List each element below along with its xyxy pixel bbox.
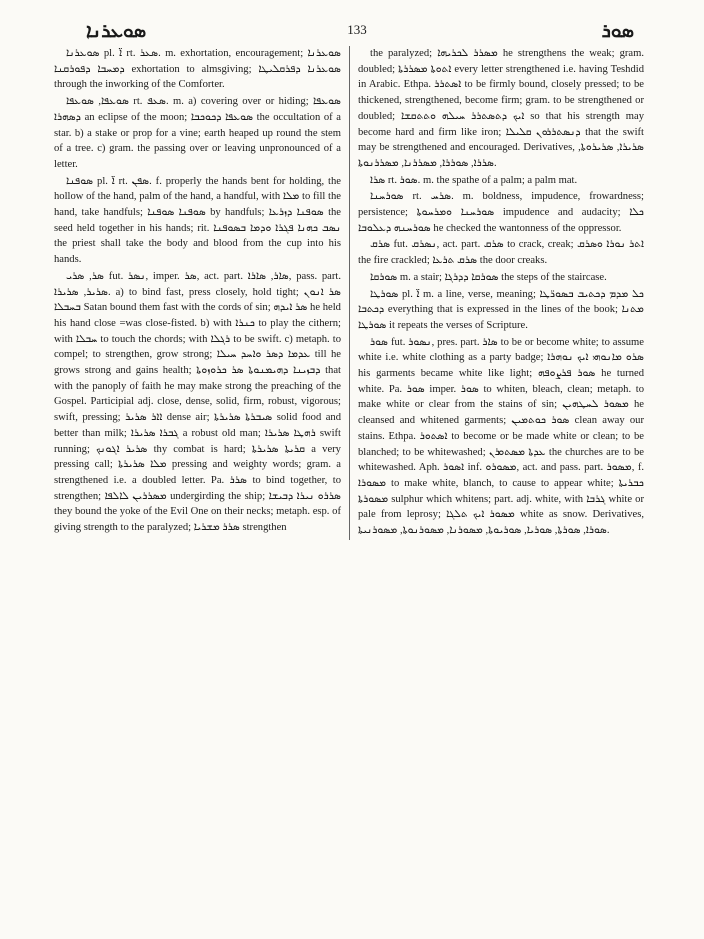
dictionary-entry: ܣܘܪ fut. ܢܣܘܪ, pres. part. ܣܐܪ to be or become white; to assume white i.e. white clothing as a party badge; ܣܪܘ ܡܐܢܘܗܝ ܐܝܟ ܢܘܗܪܐ his garments became white like light; ܣܘܪ ܦܪܨܘܦܗ he turned white. Pa. ܣܘܪ imper. ܣܘܪ to whiten, bleach, clean; metaph. to make white or clear from the stains of sin; ܡܣܘܪ ܠܚܛܗܝܢ he cleansed and whitened garments; ܣܘܪ ܟܘܬܡܝܢ clean away our stains. Ethpa. ܐܣܬܘܪ to become or be made white or clean; to be blanched; to be whitewashed; ܥܕܬܐ ܡܣܬܘܪܢ the churches are to be whitewashed. Aph. ܐܣܘܪ inf. ܡܣܘܪܘ, act. and pass. part. ܡܣܘܪ, f. ܡܣܘܪܐ to make white, blanch, to cause to appear white; ܟܒܪܝܬܐ ܡܣܘܪܬܐ sulphur which whitens; part. adj. white, with ܓܪܒܐ white or pale from leprosy; ܡܣܘܪ ܐܝܟ ܬܠܓܐ white as snow. Derivatives, ܣܘܪܐ, ܣܘܪܬܐ, ܣܘܪܝܐ, ܣܘܪܝܘܬܐ, ܡܣܘܪܢܐ, ܡܣܘܪܢܘܬܐ, ܡܣܘܪܢܝܬܐ. (358, 336, 645, 537)
dictionary-entry: ܣܘܥܪܢܐ pl. ܐ̈ rt. ܣܥܪ. m. exhortation, encouragement; ܣܘܥܪܢܐ ܕܡܚܒܐ ܕܦܘܪܩܢܐ exhortation to almsgiving; ܣܘܥܪܢܐ ܕܦܪܩܠܝܛܐ through the inworking of the Comforter. (54, 48, 341, 91)
dictionary-entry: ܣܘܪܚܢܐ rt. ܣܪܚ. m. boldness, impudence, frowardness; persistence; ܣܘܪܚܢܐ ܘܡܪܚܘܬܐ impudence and audacity; ܟܠܐ ܣܘܪܚܢܗ ܕܥܠܘܒܐ he checked the wantonness of the oppressor. (358, 191, 644, 234)
right-column (349, 46, 644, 540)
left-running-headword: ܣܘܥܪܢܐ (86, 20, 147, 42)
dictionary-entry: ܣܘܥܦܐ, ܣܘܥܦܐ rt. ܣܥܦ. m. a) covering over or hiding; ܣܘܥܦܐ ܕܣܗܪܐ an eclipse of the moon; ܣܘܥܦܐ ܕܟܘܟܒܐ the occultation of a star. b) a stake or prop for a vine; earth heaped up round the stem of a tree. c) gram. the passing over or leaving unpronounced of a letter. (54, 96, 341, 170)
left-column (54, 46, 349, 540)
dictionary-entry: ܣܪ, ܣܪܝ fut. ܢܣܪ, imper. ܣܪ, act. part. ܣܐܪ, ܣܐܪܐ, pass. part. ܣܪܝܪ, ܣܪܝܪܐ. a) to bind fast, press closely, hold tight; ܣܪ ܐܢܘܢ ܒܚܒܠܐ Satan bound them fast with the cords of sin; ܣܪ ܐܝܕܗ he held his hand close =was close-fisted. b) with ܟܢܪܐ to play the cithern; with ܚܒܠܐ to touch the chords; with ܪܓܠܐ to be swift. c) metaph. to compel; to strengthen, grow strong; ܥܕܡܐ ܕܣܪ ܘܐܚܕ ܚܝܠܐ till he grows strong and gains health; ܕܒܙܝܢܐ ܕܗܝܡܢܘܬܐ ܣܪ ܟܪܘܙܘܬܐ that with the panoply of faith he may make strong the preaching of the Gospel. Participial adj. close, dense, solid, firm, robust, vigorous; swift, pressing; ܐܐܪ ܣܪܝܪ dense air; ܣܝܒܪܬܐ ܣܪܝܪܬܐ solid food and better than milk; ܓܒܪܐ ܣܪܝܪܐ a robust old man; ܪܗܛܐ ܣܪܝܪܐ swift running; ܣܪܝܪ ܐܓܘܢܟ thy combat is hard; ܩܪܝܬܐ ܣܪܝܪܬܐ a very pressing call; ܡܠܐ ܣܪܝܪܬܐ pressing and weighty words; gram. a strengthened i.e. a doubled letter. Pa. ܣܪܪ to bind together, to strengthen; ܡܣܪܪܝܢ ܠܐܠܦܐ undergirding the ship; ܣܪܪܘ ܢܝܪܐ ܕܒܝܫܐ they bound the yoke of the Evil One on their necks; metaph. esp. of giving strength to the paralyzed; ܣܪܪ ܡܫܪܝܐ strengthen (54, 270, 342, 534)
page-number: 133 (347, 22, 367, 37)
two-column-body (54, 46, 660, 540)
dictionary-entry: ܣܪܐ rt. ܣܘܪ. m. the spathe of a palm; a palm mat. (370, 174, 578, 186)
dictionary-entry: ܣܪܩ fut. ܢܣܪܩ, act. part. ܣܪܩ to crack, creak; ܐܬܪ ܢܘܪܐ ܘܣܪܩ the fire crackled; ܣܪܩ ܬܪܥܐ the door creaks. (358, 239, 644, 267)
dictionary-entry: ܣܘܦܢܐ pl. ܐ̈ rt. ܣܦܢ. f. properly the hands bent for holding, the hollow of the hand, palm of the hand, a handful, with ܡܠܐ to fill the hand, take handfuls; ܣܘܦܢܐ ܣܘܦܢܐ by handfuls; ܣܘܦܢܐ ܕܙܪܥܐ the seed held together in his hands; rit. ܢܣܒ ܟܗܢܐ ܦܓܪܐ ܘܕܡܐ ܒܣܘܦܢܐ the priest shall take the body and blood from the cup into his hands. (54, 175, 342, 266)
dictionary-entry: ܣܘܪܩܐ m. a stair; ܣܘܪܩܐ ܕܕܪܓܐ the steps of the staircase. (370, 271, 607, 283)
dictionary-entry: the paralyzed; ܡܣܪܪ ܠܟܪܝܗܐ he strengthens the weak; gram. doubled; ܐܬܘܬܐ ܡܣܪܪܬܐ every letter strengthened i.e. having Teshdid in Arabic. Ethpa. ܐܣܬܪܪ to be firmly bound, closely pressed; to be thickened, strengthened, become firm; gram. to be strengthened or doubled; ܐܝܟ ܕܬܣܬܪܪ ܚܝܠܗ ܘܬܬܩܫܐ so that his strength may become hard and firm like iron; ܕܢܣܬܪܪܘܢ ܩܠܝܠܐ that the swift may be strengthened and encouraged. Derivatives, ܣܪܝܪܐ, ܣܪܝܪܘܬܐ, ܣܪܪܐ, ܣܘܪܪܐ, ܡܣܪܪܢܐ, ܡܣܪܪܢܘܬܐ. (358, 48, 644, 169)
page-header (54, 14, 660, 42)
right-running-headword: ܣܘܪ (601, 20, 634, 42)
dictionary-entry: ܣܘܪܛܐ pl. ܐ̈ m. a line, verse, meaning; ܟܠ ܡܕܡ ܕܟܬܝܒ ܒܣܘܪ̈ܛܐ ܕܟܬܒܐ everything that is expressed in the lines of the book; ܡܬܢܐ ܣܘܪܛܐ it repeats the verses of Scripture. (358, 288, 644, 331)
